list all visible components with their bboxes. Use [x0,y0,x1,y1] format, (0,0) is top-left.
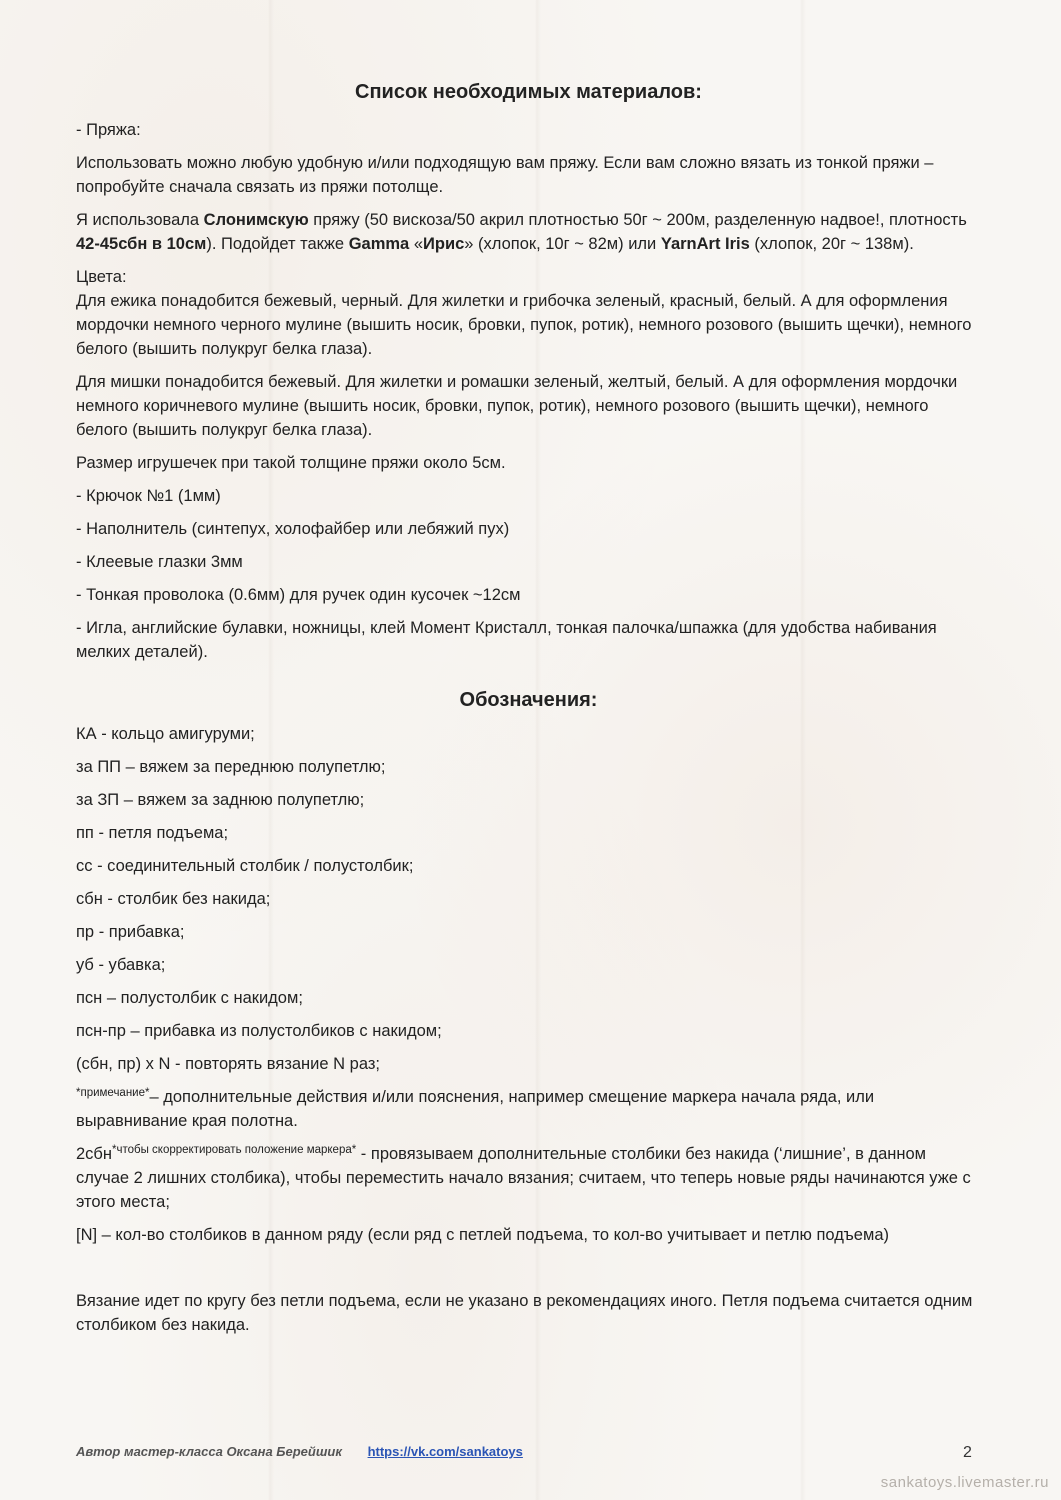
list-item: - Наполнитель (синтепух, холофайбер или лебяжий пух) [76,520,510,538]
colors-hedgehog: Для ежика понадобится бежевый, черный. Для жилетки и грибочка зеленый, красный, белый. А для оформления мордочки немного черного мулине (вышить носик, бровки, пупок, ротик), немного розового (вышить щечки), немного белого (вышить полукруг белка глаза). [76,292,972,358]
list-item: сс - соединительный столбик / полустолбик; [76,857,414,875]
round-note: Вязание идет по кругу без петли подъема, если не указано в рекомендациях иного. Петля подъема считается одним столбиком без накида. [76,1292,973,1334]
list-item: за ЗП – вяжем за заднюю полупетлю; [76,791,365,809]
list-item: КА - кольцо амигуруми; [76,725,255,743]
footer [76,1444,981,1459]
count-note: [N] – кол-во столбиков в данном ряду (если ряд с петлей подъема, то кол-во учитывает и петлю подъема) [76,1226,890,1244]
materials-title: Список необходимых материалов: [355,81,702,103]
yarn-label: - Пряжа: [76,121,141,139]
legend-title: Обозначения: [459,689,598,711]
list-item: псн-пр – прибавка из полустолбиков с накидом; [76,1022,442,1040]
list-item: сбн - столбик без накида; [76,890,271,908]
list-item: за ПП – вяжем за переднюю полупетлю; [76,758,386,776]
marker-definition: 2сбн$^{*чтобы скорректировать положение маркера*}$ - провязываем дополнительные столбики без накида (‘лишние’, в данном случае 2 лишних столбика), чтобы переместить начало вязания; считаем, что теперь новые ряды начинаются уже с этого места; [76,1144,971,1211]
list-item: - Тонкая проволока (0.6мм) для ручек один кусочек ~12см [76,586,521,604]
list-item: пр - прибавка; [76,923,185,941]
colors-bear: Для мишки понадобится бежевый. Для жилетки и ромашки зеленый, желтый, белый. А для оформления мордочки немного коричневого мулине (вышить носик, бровки, пупок, ротик), немного розового (вышить щечки), немного белого (вышить полукруг белка глаза). [76,373,958,439]
list-item: псн – полустолбик с накидом; [76,989,303,1007]
list-item: - Крючок №1 (1мм) [76,487,221,505]
list-item: уб - убавка; [76,956,166,974]
footer-link[interactable]: https://vk.com/sankatoys [367,1444,523,1459]
legend-list [76,722,981,1076]
materials-list [76,484,981,664]
document-body [76,78,981,1346]
list-item: (сбн, пр) x N - повторять вязание N раз; [76,1055,380,1073]
list-item: - Игла, английские булавки, ножницы, клей Момент Кристалл, тонкая палочка/шпажка (для удобства набивания мелких деталей). [76,619,937,661]
list-item: пп - петля подъема; [76,824,229,842]
yarn-intro: Использовать можно любую удобную и/или подходящую вам пряжу. Если вам сложно вязать из тонкой пряжи – попробуйте сначала связать из пряжи потолще. [76,154,934,196]
note-definition: $^{*примечание*}$– дополнительные действия и/или пояснения, например смещение маркера начала ряда, или выравнивание края полотна. [76,1087,875,1130]
page-number: 2 [963,1444,972,1461]
size-note: Размер игрушечек при такой толщине пряжи около 5см. [76,454,506,472]
colors-label: Цвета: [76,268,127,286]
footer-author: Автор мастер-класса Оксана Берейшик [76,1444,342,1459]
yarn-used: Я использовала Слонимскую пряжу (50 вискоза/50 акрил плотностью 50г ~ 200м, разделенную надвое!, плотность 42-45сбн в 10см). Подойдет также Gamma «Ирис» (хлопок, 10г ~ 82м) или YarnArt Iris (хлопок, 20г ~ 138м). [76,211,967,253]
watermark: sankatoys.livemaster.ru [880,1474,1049,1491]
list-item: - Клеевые глазки 3мм [76,553,243,571]
